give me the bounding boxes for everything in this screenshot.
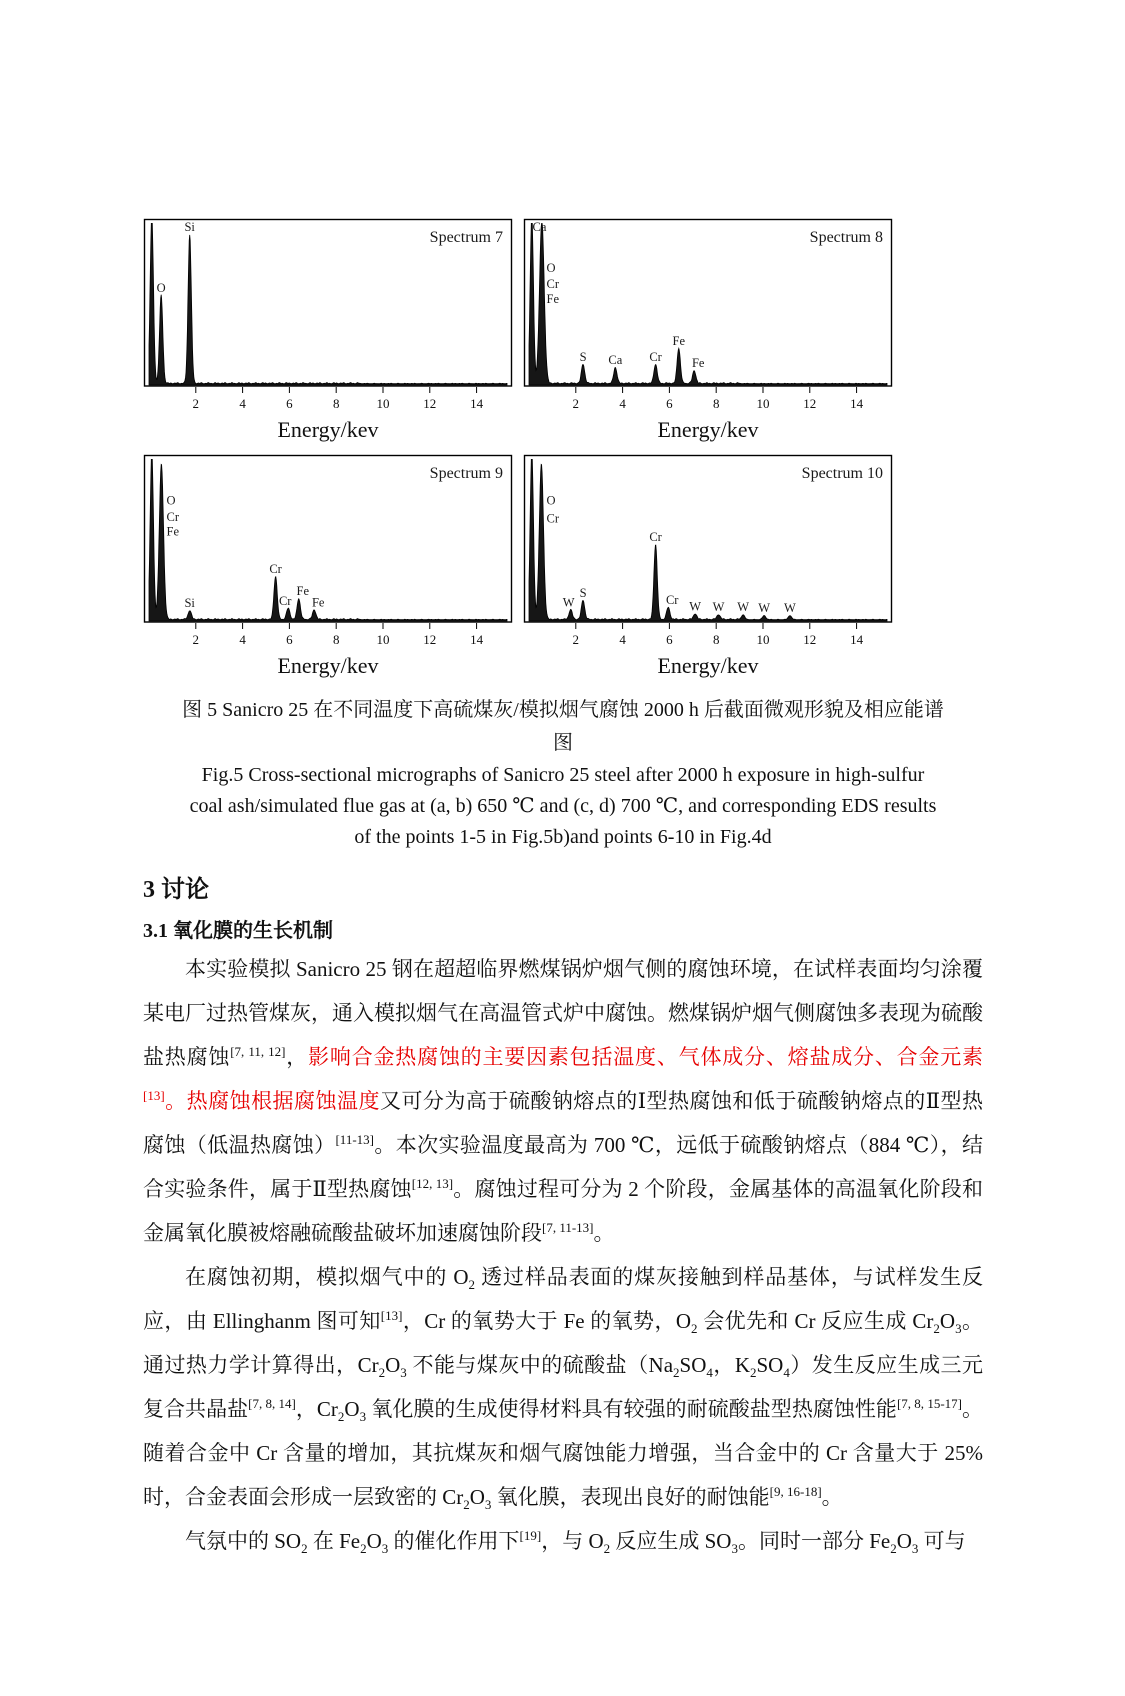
svg-text:8: 8 [712,396,720,411]
svg-text:Cr: Cr [665,593,679,607]
svg-text:4: 4 [239,396,246,411]
svg-text:Si: Si [184,596,195,611]
figure-caption-zh [143,694,983,760]
svg-text:12: 12 [803,396,817,411]
svg-text:Spectrum 8: Spectrum 8 [809,229,883,246]
svg-text:10: 10 [756,632,770,647]
body-paragraph: 本实验模拟 Sanicro 25 钢在超超临界燃煤锅炉烟气侧的腐蚀环境，在试样表面均匀涂覆某电厂过热管煤灰，通入模拟烟气在高温管式炉中腐蚀。燃煤锅炉烟气侧腐蚀多表现为硫酸盐热腐蚀[7, 11, 12]，影响合金热腐蚀的主要因素包括温度、气体成分、熔盐成分、合金元素[13]。热腐蚀根据腐蚀温度又可分为高于硫酸钠熔点的Ⅰ型热腐蚀和低于硫酸钠熔点的Ⅱ型热腐蚀（低温热腐蚀）[11-13]。本次实验温度最高为 700 ℃，远低于硫酸钠熔点（884 ℃），结合实验条件，属于Ⅱ型热腐蚀[12, 13]。腐蚀过程可分为 2 个阶段，金属基体的高温氧化阶段和金属氧化膜被熔融硫酸盐破坏加速腐蚀阶段[7, 11-13]。 [143,957,984,1245]
svg-text:6: 6 [666,396,673,411]
svg-text:Fe: Fe [672,333,686,348]
svg-text:12: 12 [423,396,437,411]
svg-text:Fe: Fe [546,291,560,306]
svg-text:12: 12 [423,632,437,647]
svg-text:S: S [579,349,587,364]
svg-text:W: W [783,601,796,615]
body-paragraph: 气氛中的 $SO_2$ 在 $Fe_2O_3$ 的催化作用下[19]，与 $O_2$ 反应生成 $SO_3$。同时一部分 $Fe_2O_3$ 可与 [185,1528,966,1557]
caption-zh-line-2: 图 [553,732,573,754]
svg-text:4: 4 [619,632,626,647]
caption-en-line-1: Fig.5 Cross-sectional micrographs of Sanicro 25 steel after 2000 h exposure in high-sulfur [201,764,925,786]
svg-text:Cr: Cr [649,349,662,364]
spectrum-9-chart [143,454,513,654]
svg-text:Fe: Fe [311,595,325,610]
svg-text:2: 2 [572,396,580,411]
x-axis-label: Energy/kev [657,417,759,442]
svg-text:O: O [156,281,166,295]
svg-text:6: 6 [666,632,673,647]
svg-text:6: 6 [286,396,293,411]
x-axis-label: Energy/kev [277,417,379,442]
figure-5-eds-spectra [143,218,983,682]
svg-text:W: W [689,599,702,614]
svg-text:Cr: Cr [649,529,662,544]
svg-text:Fe: Fe [691,356,705,371]
svg-text:Cr: Cr [166,509,180,524]
svg-text:Spectrum 9: Spectrum 9 [429,465,503,482]
svg-text:2: 2 [192,632,200,647]
spectrum-8-chart [523,218,893,418]
svg-text:8: 8 [712,632,720,647]
svg-text:8: 8 [332,632,340,647]
discussion-body [143,947,983,1563]
svg-text:10: 10 [376,632,390,647]
svg-text:Fe: Fe [296,584,310,599]
svg-text:14: 14 [850,632,864,647]
svg-text:S: S [579,585,587,600]
body-paragraph: 在腐蚀初期，模拟烟气中的 $O_2$ 透过样品表面的煤灰接触到样品基体，与试样发生反应，由 Ellinghanm 图可知[13]，Cr 的氧势大于 Fe 的氧势，$O_2$ 会优先和 Cr 反应生成 $Cr_2O_3$。通过热力学计算得出，$Cr_2O_3$ 不能与煤灰中的硫酸盐（$Na_2SO_4$，$K_2SO_4$）发生反应生成三元复合共晶盐[7, 8, 14]，$Cr_2O_3$ 氧化膜的生成使得材料具有较强的耐硫酸盐型热腐蚀性能[7, 8, 15-17]。随着合金中 Cr 含量的增加，其抗煤灰和烟气腐蚀能力增强，当合金中的 Cr 含量大于 25%时，合金表面会形成一层致密的 $Cr_2O_3$ 氧化膜，表现出良好的耐蚀能[9, 16-18]。 [143,1265,984,1513]
svg-text:Cr: Cr [269,561,282,576]
svg-text:Fe: Fe [166,524,180,539]
x-axis-label: Energy/kev [277,653,379,678]
svg-text:W: W [758,601,771,615]
svg-text:O: O [546,260,556,275]
svg-text:Spectrum 10: Spectrum 10 [801,465,883,482]
spectrum-7-panel [143,218,513,446]
spectrum-8-panel [523,218,893,446]
svg-text:2: 2 [572,632,580,647]
svg-text:10: 10 [756,396,770,411]
section-heading-discussion: 3 讨论 [143,877,209,903]
svg-text:W: W [562,595,575,610]
svg-text:14: 14 [470,396,484,411]
spectrum-9-panel [143,454,513,682]
svg-text:Ca: Ca [532,220,547,235]
svg-text:10: 10 [376,396,390,411]
spectrum-7-chart [143,218,513,418]
svg-text:O: O [166,493,176,508]
svg-text:W: W [737,600,750,615]
svg-text:Cr: Cr [546,511,560,526]
svg-text:2: 2 [192,396,200,411]
figure-caption [143,694,983,853]
svg-text:6: 6 [286,632,293,647]
svg-text:Spectrum 7: Spectrum 7 [429,229,503,246]
caption-en-line-2: coal ash/simulated flue gas at (a, b) 650 ℃ and (c, d) 700 ℃, and corresponding EDS results [189,795,937,817]
svg-text:Cr: Cr [546,277,560,292]
figure-caption-en [143,760,983,853]
spectrum-10-panel [523,454,893,682]
caption-en-line-3: of the points 1-5 in Fig.5b)and points 6-10 in Fig.4d [354,826,772,848]
svg-text:12: 12 [803,632,817,647]
x-axis-label: Energy/kev [657,653,759,678]
svg-text:4: 4 [239,632,246,647]
subsection-heading-oxide-film: 3.1 氧化膜的生长机制 [143,920,333,942]
svg-text:14: 14 [850,396,864,411]
svg-text:W: W [712,600,725,615]
svg-text:Cr: Cr [278,593,292,608]
caption-zh-line-1: 图 5 Sanicro 25 在不同温度下高硫煤灰/模拟烟气腐蚀 2000 h 后截面微观形貌及相应能谱 [182,699,944,721]
svg-text:O: O [546,493,556,508]
svg-text:Ca: Ca [608,353,623,367]
svg-text:Si: Si [184,220,195,235]
svg-text:4: 4 [619,396,626,411]
svg-text:8: 8 [332,396,340,411]
svg-text:14: 14 [470,632,484,647]
spectrum-10-chart [523,454,893,654]
